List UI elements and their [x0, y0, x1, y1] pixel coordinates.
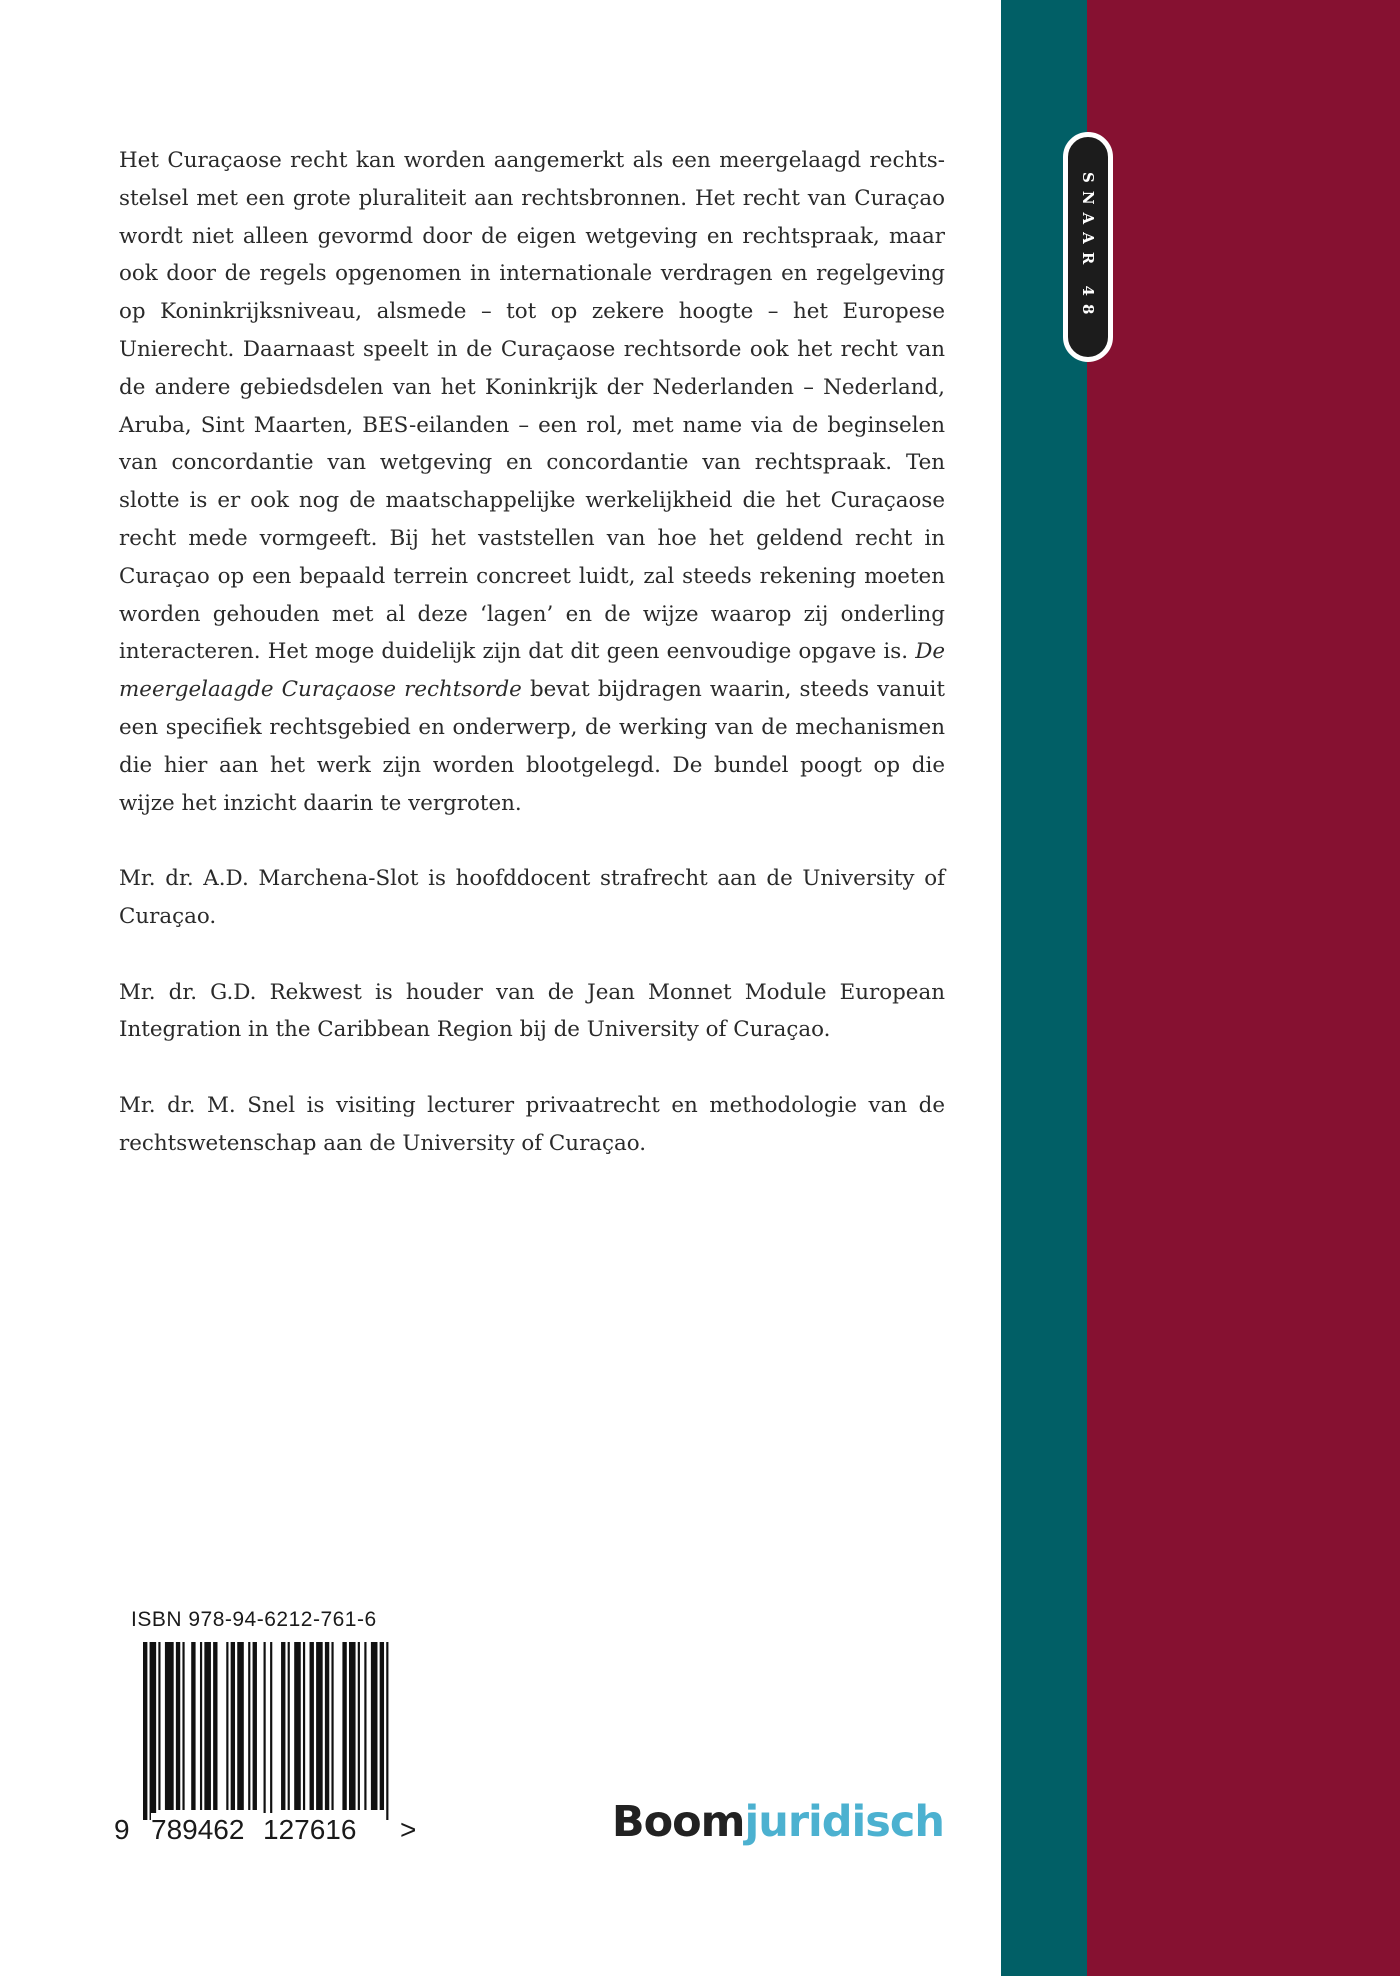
barcode-bar — [248, 1642, 250, 1810]
blurb-part1: Het Curaçaose recht kan worden aangemerkt als een meergelaagd rechts-stelsel met een grote pluraliteit aan rechtsbronnen. Het recht van Curaçao wordt niet alleen gevormd door de eigen wetgeving en rechtspraak, maar ook door de regels opgenomen in internationale verdragen en regelgeving op Koninkrijksniveau, alsmede – tot op zekere hoogte – het Europese Unierecht. Daarnaast speelt in de Curaçaose rechtsorde ook het recht van de andere gebiedsdelen van het Koninkrijk der Nederlanden – Nederland, Aruba, Sint Maarten, BES-eilanden – een rol, met name via de beginselen van concordantie van wetgeving en concordantie van rechtspraak. Ten slotte is er ook nog de maatschappelijke werkelijkheid die het Curaçaose recht mede vormgeeft. Bij het vaststellen van hoe het geldend recht in Curaçao op een bepaald terrein concreet luidt, zal steeds rekening moeten worden gehouden met al deze ‘lagen’ en de wijze waarop zij onderling interacteren. Het moge duidelijk zijn dat dit geen eenvoudige opgave is. — [119, 148, 945, 665]
red-spine-panel — [1087, 0, 1400, 1976]
series-badge — [1063, 132, 1113, 362]
author-bio-1: Mr. dr. A.D. Marchena-Slot is hoofddocent strafrecht aan de University of Curaçao. — [119, 866, 945, 929]
barcode-bar — [342, 1642, 346, 1810]
barcode-bar — [294, 1642, 301, 1810]
barcode-bar — [158, 1642, 160, 1810]
barcode-bar — [371, 1642, 378, 1810]
barcode-bar — [165, 1642, 174, 1810]
barcode-right-digits: 127616 — [263, 1813, 382, 1847]
barcode-bar — [253, 1642, 257, 1810]
barcode-bar — [182, 1642, 184, 1810]
barcode-arrow: > — [400, 1814, 417, 1845]
barcode-bar — [226, 1642, 228, 1810]
barcode-bar — [325, 1642, 329, 1810]
publisher-name-juridisch: juridisch — [744, 1797, 944, 1847]
barcode-bar — [270, 1642, 272, 1820]
barcode-bar — [349, 1642, 356, 1810]
book-title-italic: De meergelaagde Curaçaose rechtsorde — [119, 639, 945, 703]
author-bio-3: Mr. dr. M. Snel is visiting lecturer privaatrecht en methodologie van de rechtswetenschap aan de University of Curaçao. — [119, 1092, 945, 1156]
barcode-bar — [303, 1642, 305, 1810]
barcode-bar — [331, 1642, 333, 1810]
barcode-bar — [281, 1642, 285, 1810]
barcode-bar — [386, 1642, 388, 1820]
barcode-bar — [191, 1642, 195, 1810]
barcode-bar — [237, 1642, 244, 1810]
blurb-part2: bevat bijdragen waarin, steeds vanuit een specifiek rechtsgebied en onderwerp, de werking van de mechanismen die hier aan het werk zijn worden blootgelegd. De bundel poogt op die wijze het inzicht daarin te vergroten. — [119, 677, 945, 816]
isbn-label: ISBN 978-94-6212-761-6 — [131, 1608, 377, 1631]
barcode-bar — [176, 1642, 180, 1810]
author-bio-2: Mr. dr. G.D. Rekwest is houder van de Jean Monnet Module European Integration in the Caribbean Region bij de University of Curaçao. — [119, 979, 945, 1043]
blurb-paragraph — [119, 142, 945, 822]
barcode-bar — [316, 1642, 323, 1810]
barcode-bar — [231, 1642, 235, 1810]
barcode-bar — [380, 1642, 384, 1810]
barcode-bar — [264, 1642, 266, 1820]
barcode-left-digits: 789462 — [151, 1813, 259, 1847]
barcode-bar — [150, 1642, 157, 1820]
barcode-bar — [364, 1642, 366, 1810]
blurb-text — [119, 142, 945, 1200]
series-label: SNAAR 48 — [1079, 171, 1097, 323]
barcode — [143, 1642, 395, 1820]
barcode-bar — [358, 1642, 360, 1810]
barcode-bar — [204, 1642, 211, 1810]
barcode-bar — [143, 1642, 147, 1820]
barcode-bar — [310, 1642, 314, 1810]
barcode-bar — [200, 1642, 202, 1810]
barcode-bar — [213, 1642, 217, 1810]
publisher-name-boom: Boom — [611, 1797, 745, 1847]
barcode-first-digit: 9 — [114, 1814, 130, 1845]
publisher-logo — [612, 1797, 944, 1847]
barcode-bar — [288, 1642, 290, 1810]
